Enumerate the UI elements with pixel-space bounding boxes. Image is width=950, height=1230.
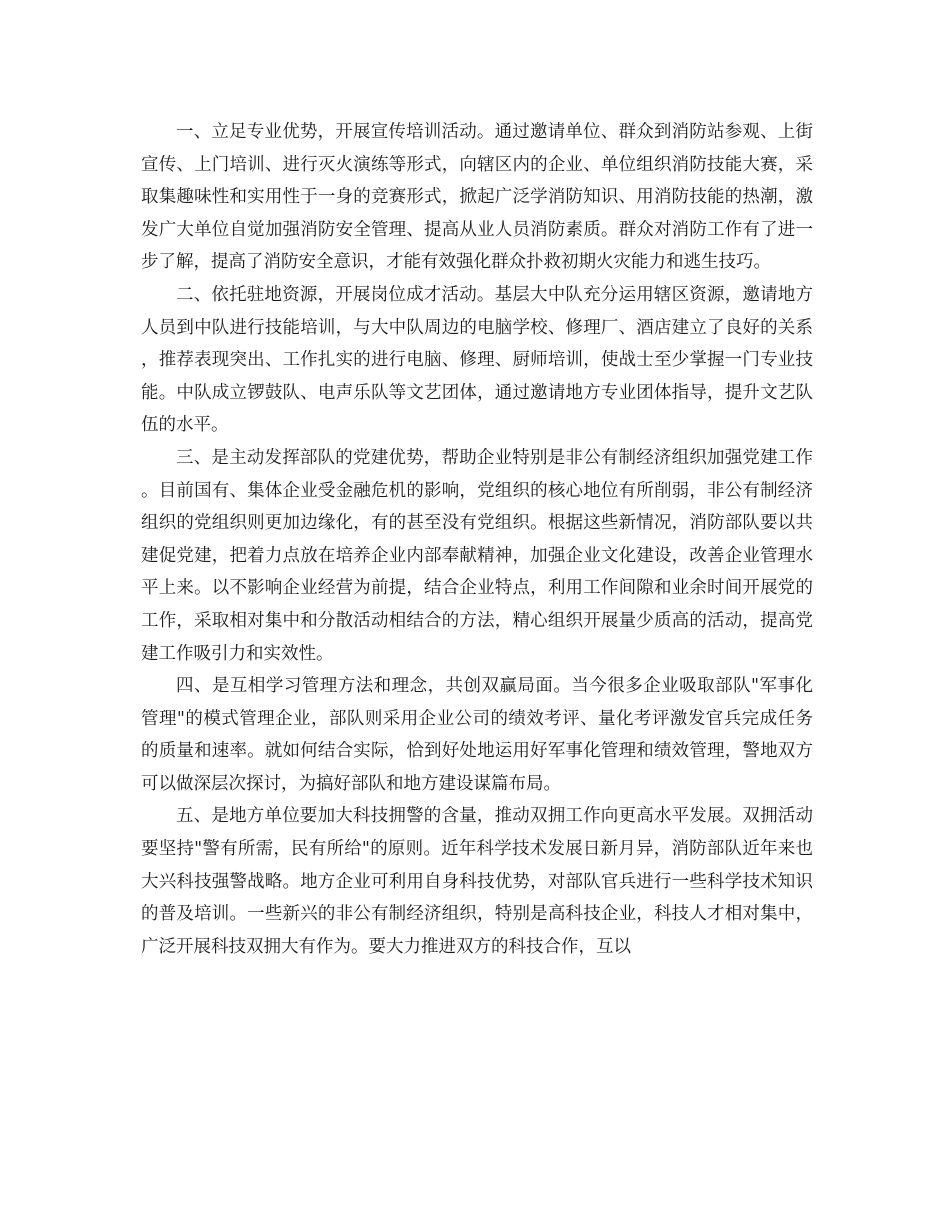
paragraph-1: 一、立足专业优势，开展宣传培训活动。通过邀请单位、群众到消防站参观、上街宣传、上门培训、进行灭火演练等形式，向辖区内的企业、单位组织消防技能大赛，采取集趣味性和实用性于一身的竞赛形式，掀起广泛学消防知识、用消防技能的热潮，激发广大单位自觉加强消防安全管理、提高从业人员消防素质。群众对消防工作有了进一步了解，提高了消防安全意识，才能有效强化群众扑救初期火灾能力和逃生技巧。 [141, 122, 813, 273]
paragraph-5: 五、是地方单位要加大科技拥警的含量，推动双拥工作向更高水平发展。双拥活动要坚持"警有所需，民有所给"的原则。近年科学技术发展日新月异，消防部队近年来也大兴科技强警战略。地方企业可利用自身科技优势，对部队官兵进行一些科学技术知识的普及培训。一些新兴的非公有制经济组织，特别是高科技企业，科技人才相对集中，广泛开展科技双拥大有作为。要大力推进双方的科技合作，互以 [141, 806, 813, 957]
paragraph-2: 二、依托驻地资源，开展岗位成才活动。基层大中队充分运用辖区资源，邀请地方人员到中队进行技能培训，与大中队周边的电脑学校、修理厂、酒店建立了良好的关系，推荐表现突出、工作扎实的进行电脑、修理、厨师培训，使战士至少掌握一门专业技能。中队成立锣鼓队、电声乐队等文艺团体，通过邀请地方专业团体指导，提升文艺队伍的水平。 [141, 284, 813, 436]
paragraph-3: 三、是主动发挥部队的党建优势，帮助企业特别是非公有制经济组织加强党建工作。目前国有、集体企业受金融危机的影响，党组织的核心地位有所削弱，非公有制经济组织的党组织则更加边缘化，有的甚至没有党组织。根据这些新情况，消防部队要以共建促党建，把着力点放在培养企业内部奉献精神，加强企业文化建设，改善企业管理水平上来。以不影响企业经营为前提，结合企业特点，利用工作间隙和业余时间开展党的工作，采取相对集中和分散活动相结合的方法，精心组织开展量少质高的活动，提高党建工作吸引力和实效性。 [141, 447, 813, 664]
document-body [141, 116, 813, 963]
paragraph-4: 四、是互相学习管理方法和理念，共创双赢局面。当今很多企业吸取部队"军事化管理"的模式管理企业，部队则采用企业公司的绩效考评、量化考评激发官兵完成任务的质量和速率。就如何结合实际，恰到好处地运用好军事化管理和绩效管理，警地双方可以做深层次探讨，为搞好部队和地方建设谋篇布局。 [141, 676, 813, 794]
